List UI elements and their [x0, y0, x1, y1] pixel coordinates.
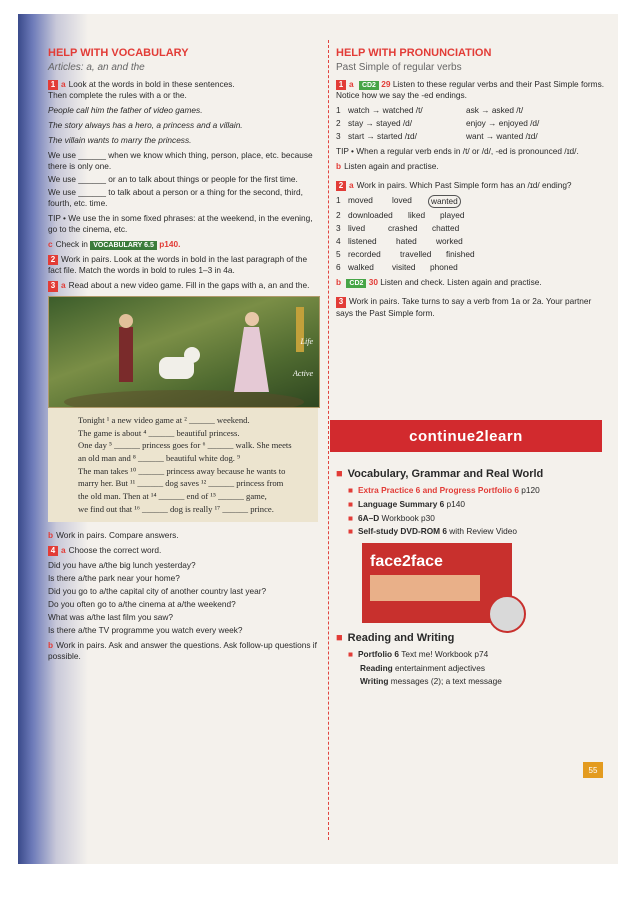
exercise-4a: 1 a Look at the words in bold in these sentences. Then complete the rules with a or the.: [48, 78, 235, 101]
continue2learn-banner: continue2learn: [330, 420, 602, 452]
gap-line: The man takes ¹⁰ ______ princess away because he wants to: [78, 465, 286, 476]
page-number: 55: [583, 762, 603, 778]
gap-line: Tonight ¹ a new video game at ² ______ weekend.: [78, 414, 250, 425]
rule-item: We use ______ when we know which thing, person, place, etc. because there is only one.: [48, 150, 313, 171]
exercise-6a: 3 a Read about a new video game. Fill in the gaps with a, an and the.: [48, 280, 318, 292]
pron-exercise-2a: 2 a Work in pairs. Which Past Simple form has an /ɪd/ ending?: [336, 180, 606, 192]
cd-icon: CD2: [346, 279, 366, 288]
list-item: Is there a/the TV programme you watch every week?: [48, 624, 243, 635]
list-item: 5 recorded travelled finished: [336, 249, 475, 260]
gap-line: the old man. Then at ¹⁴ ______ end of ¹⁵ ______ game,: [78, 491, 267, 502]
list-item: 2 downloaded liked played: [336, 210, 465, 221]
gap-line: we find out that ¹⁶ ______ dog is really ¹⁷ ______ prince.: [78, 503, 274, 514]
video-game-picture: [48, 296, 320, 408]
list-item: ■ Language Summary 6 p140: [348, 499, 466, 509]
rule-item: We use ______ to talk about a person or a thing for the second, third, fourth, etc. time.: [48, 186, 303, 208]
table-row: 1 watch → watched /t/ ask → asked /t/: [336, 105, 524, 116]
list-item: 1 moved loved wanted: [336, 195, 606, 208]
list-item: ■ 6A–D Workbook p30: [348, 512, 435, 523]
gap-line: The game is about ⁴ ______ beautiful princess.: [78, 427, 240, 438]
example-sentence: The villain wants to marry the princess.: [48, 135, 192, 146]
check-reference: c Check in VOCABULARY 6.5 p140.: [48, 238, 181, 249]
gap-line: One day ⁵ ______ princess goes for ⁶ ______ walk. She meets: [78, 440, 292, 451]
life-label: Life: [300, 336, 313, 346]
vgrw-heading: ■ Vocabulary, Grammar and Real World: [336, 468, 544, 480]
list-item: Is there a/the park near your home?: [48, 573, 180, 583]
example-sentence: People call him the father of video games.: [48, 105, 203, 116]
pron-exercise-2b: b CD2 30 Listen and check. Listen again and practise.: [336, 277, 542, 288]
dvd-rom-cover: [362, 543, 512, 623]
list-item: Did you go to a/the capital city of another country last year?: [48, 585, 267, 596]
example-sentence: The story always has a hero, a princess and a villain.: [48, 120, 243, 131]
exercise-5: 2 Work in pairs. Look at the words in bold in the last paragraph of the fact file. Match the words in bold to rules 1–3 in 4a.: [48, 253, 308, 276]
dvd-photos: [370, 575, 480, 601]
exercise-6b: b Work in pairs. Compare answers.: [48, 529, 179, 540]
table-row: 3 start → started /ɪd/ want → wanted /ɪd/: [336, 131, 538, 142]
verb-choice-list: [336, 195, 606, 273]
game-scene-illustration: [49, 297, 319, 407]
list-item: Do you often go to a/the cinema at a/the weekend?: [48, 598, 236, 609]
list-item: Writing messages (2); a text message: [360, 676, 502, 687]
column-divider: [328, 40, 329, 840]
pronunciation-subheading: Past Simple of regular verbs: [336, 61, 462, 73]
gap-fill-text: [48, 408, 318, 522]
gap-line: an old man and ⁸ ______ beautiful white dog. ⁹: [78, 452, 241, 463]
exercise-7a: 4 a Choose the correct word.: [48, 545, 318, 557]
vocabulary-heading: HELP WITH VOCABULARY: [48, 47, 189, 59]
verb-table: [336, 105, 606, 142]
right-column: [336, 46, 606, 323]
tip-text: TIP • When a regular verb ends in /t/ or /d/, -ed is pronounced /ɪd/.: [336, 146, 579, 156]
list-item: Reading entertainment adjectives: [360, 662, 485, 673]
vocabulary-ref-badge: VOCABULARY 6.5: [90, 241, 157, 250]
table-row: 2 stay → stayed /d/ enjoy → enjoyed /d/: [336, 118, 540, 129]
pron-exercise-1b: b Listen again and practise.: [336, 160, 439, 171]
circled-answer: wanted: [428, 195, 461, 208]
tip-text: TIP • We use the in some fixed phrases: at the weekend, in the evening, go to the cinema, etc.: [48, 212, 313, 234]
rw-heading: ■ Reading and Writing: [336, 631, 455, 644]
continue2learn-section: [336, 462, 606, 690]
list-item: Did you have a/the big lunch yesterday?: [48, 560, 196, 571]
left-column: [48, 46, 318, 666]
pron-exercise-3: 3 Work in pairs. Take turns to say a verb from 1a or 2a. Your partner says the Past Simple form.: [336, 296, 592, 318]
pronunciation-heading: HELP WITH PRONUNCIATION: [336, 47, 492, 59]
active-label: Active: [293, 368, 313, 378]
exercise-7b: b Work in pairs. Ask and answer the questions. Ask follow-up questions if possible.: [48, 639, 317, 661]
list-item: ■ Extra Practice 6 and Progress Portfolio 6 p120: [348, 485, 540, 496]
rule-item: We use ______ or an to talk about things or people for the first time.: [48, 173, 298, 184]
list-item: ■ Self-study DVD-ROM 6 with Review Video: [348, 526, 517, 537]
vocabulary-subheading: Articles: a, an and the: [48, 61, 145, 73]
choose-word-list: [48, 560, 318, 636]
list-item: ■ Portfolio 6 Text me! Workbook p74: [348, 649, 489, 660]
list-item: What was a/the last film you saw?: [48, 611, 173, 622]
list-item: 4 listened hated worked: [336, 236, 463, 247]
list-item: 6 walked visited phoned: [336, 262, 458, 273]
gap-line: marry her. But ¹¹ ______ dog saves ¹² ______ princess from: [78, 478, 284, 489]
list-item: 3 lived crashed chatted: [336, 223, 460, 234]
cd-icon: CD2: [359, 81, 379, 90]
dvd-title: face2face: [370, 552, 443, 570]
pron-exercise-1a: 1 a CD2 29 Listen to these regular verbs and their Past Simple forms. Notice how we say the -ed endings.: [336, 78, 605, 101]
disc-icon: [488, 595, 526, 633]
rules-list: [48, 150, 318, 209]
